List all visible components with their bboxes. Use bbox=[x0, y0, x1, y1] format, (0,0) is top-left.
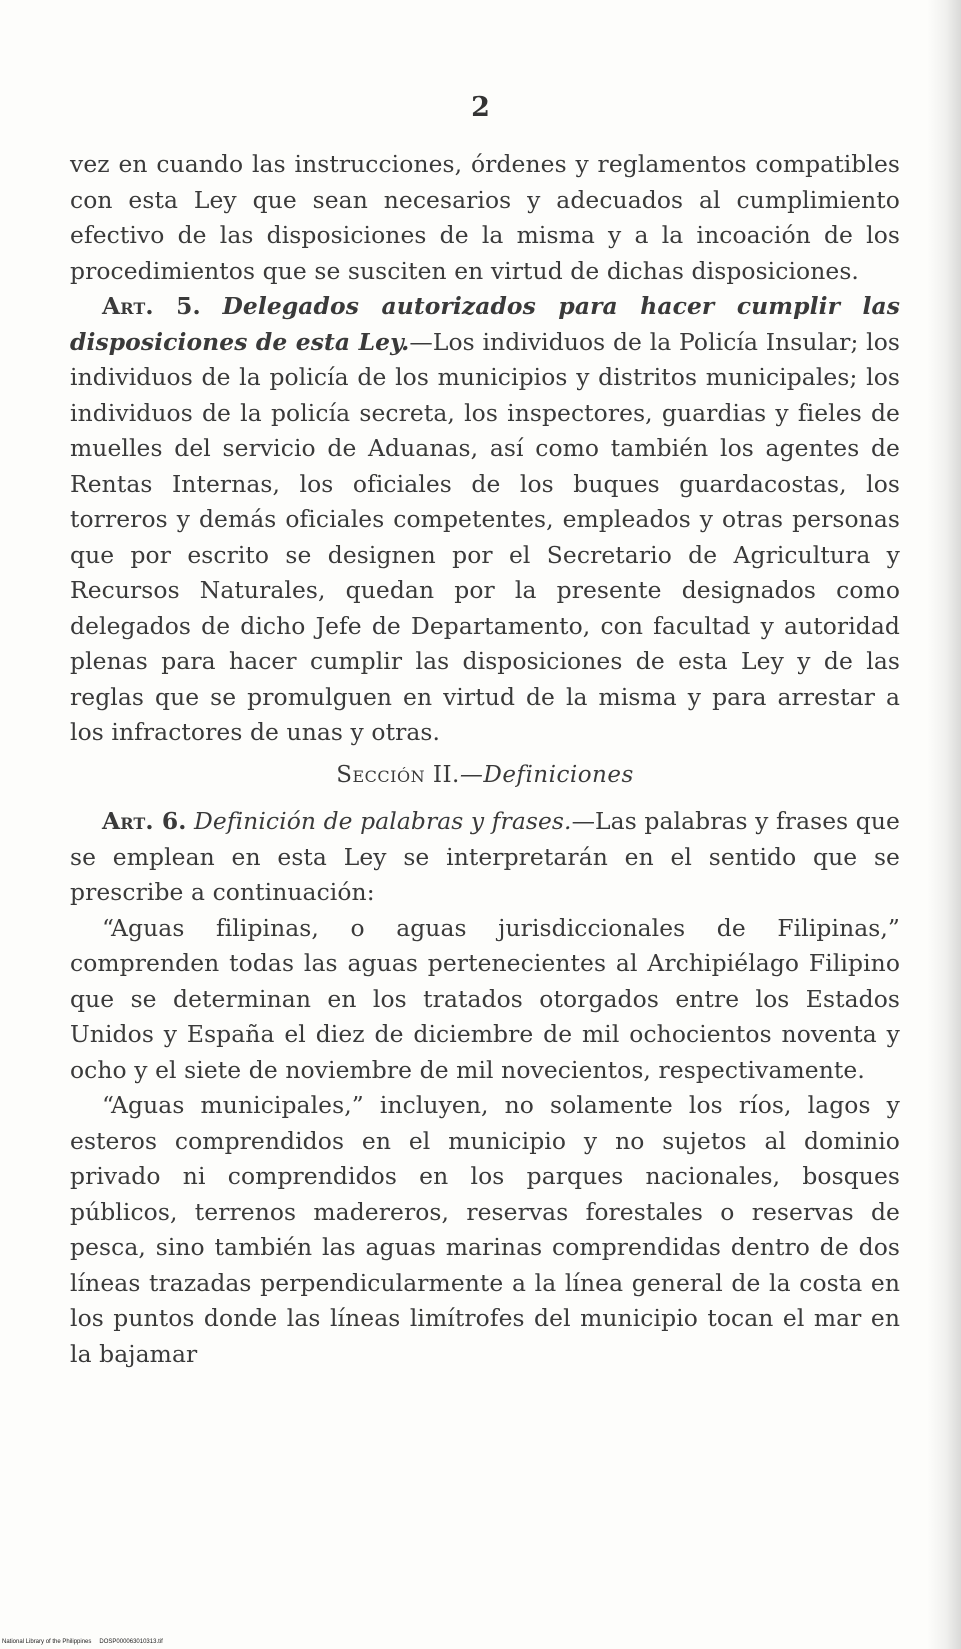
article-5-title: Delegados autorizados para hacer cumplir las disposiciones de esta Ley. bbox=[70, 292, 900, 356]
paragraph-continuation: vez en cuando las instrucciones, órdenes y reglamentos compatibles con esta Ley que sean necesarios y adecuados al cumplimiento efectivo de las disposiciones de la misma y a la incoación de los procedimientos que se susciten en virtud de dichas disposiciones. bbox=[70, 150, 900, 285]
article-6-body: —Las palabras y frases que se emplean en esta Ley se interpretarán en el sentido que se prescribe a continuación: bbox=[70, 807, 900, 906]
footer-library: National Library of the Philippines bbox=[2, 1639, 92, 1645]
article-6-title: Definición de palabras y frases. bbox=[194, 807, 572, 835]
scan-footer bbox=[2, 1639, 163, 1645]
section-title: —Definiciones bbox=[459, 761, 634, 788]
article-5-label: Art. 5. bbox=[102, 292, 201, 320]
body-text bbox=[70, 147, 900, 1372]
page-edge-shadow bbox=[927, 0, 961, 1649]
section-label: Sección II. bbox=[336, 761, 460, 788]
article-6-label: Art. 6. bbox=[102, 807, 187, 835]
definition-aguas-filipinas: “Aguas filipinas, o aguas jurisdiccionales de Filipinas,” comprenden todas las aguas pertenecientes al Archipiélago Filipino que se determinan en los tratados otorgados entre los Estados Unidos y España el diez de diciembre de mil ochocientos noventa y ocho y el siete de noviembre de mil novecientos, respectivamente. bbox=[70, 913, 900, 1084]
section-heading bbox=[70, 758, 900, 794]
footer-code: DOSP000063010313.tif bbox=[99, 1639, 163, 1645]
article-5-body: —Los individuos de la Policía Insular; los individuos de la policía de los municipios y distritos municipales; los individuos de la policía secreta, los inspectores, guardias y fieles de muelles del servicio de Aduanas, así como también los agentes de Rentas Internas, los oficiales de los buques guardacostas, los torreros y demás oficiales competentes, empleados y otras personas que por escrito se designen por el Secretario de Agricultura y Recursos Naturales, quedan por la presente designados como delegados de dicho Jefe de Departamento, con facultad y autoridad plenas para hacer cumplir las disposiciones de esta Ley y de las reglas que se promulguen en virtud de la misma y para arrestar a los infractores de unas y otras. bbox=[70, 327, 900, 746]
article-6 bbox=[70, 804, 900, 911]
definition-aguas-municipales: “Aguas municipales,” incluyen, no solamente los ríos, lagos y esteros comprendidos en el municipio y no sujetos al dominio privado ni comprendidos en los parques nacionales, bosques públicos, terrenos madereros, reservas forestales o reservas de pesca, sino también las aguas marinas comprendidas dentro de dos líneas trazadas perpendicularmente a la línea general de la costa en los puntos donde las líneas limítrofes del municipio tocan el mar en la bajamar bbox=[70, 1091, 900, 1368]
page-number: 2 bbox=[471, 92, 490, 123]
article-5 bbox=[70, 289, 900, 751]
